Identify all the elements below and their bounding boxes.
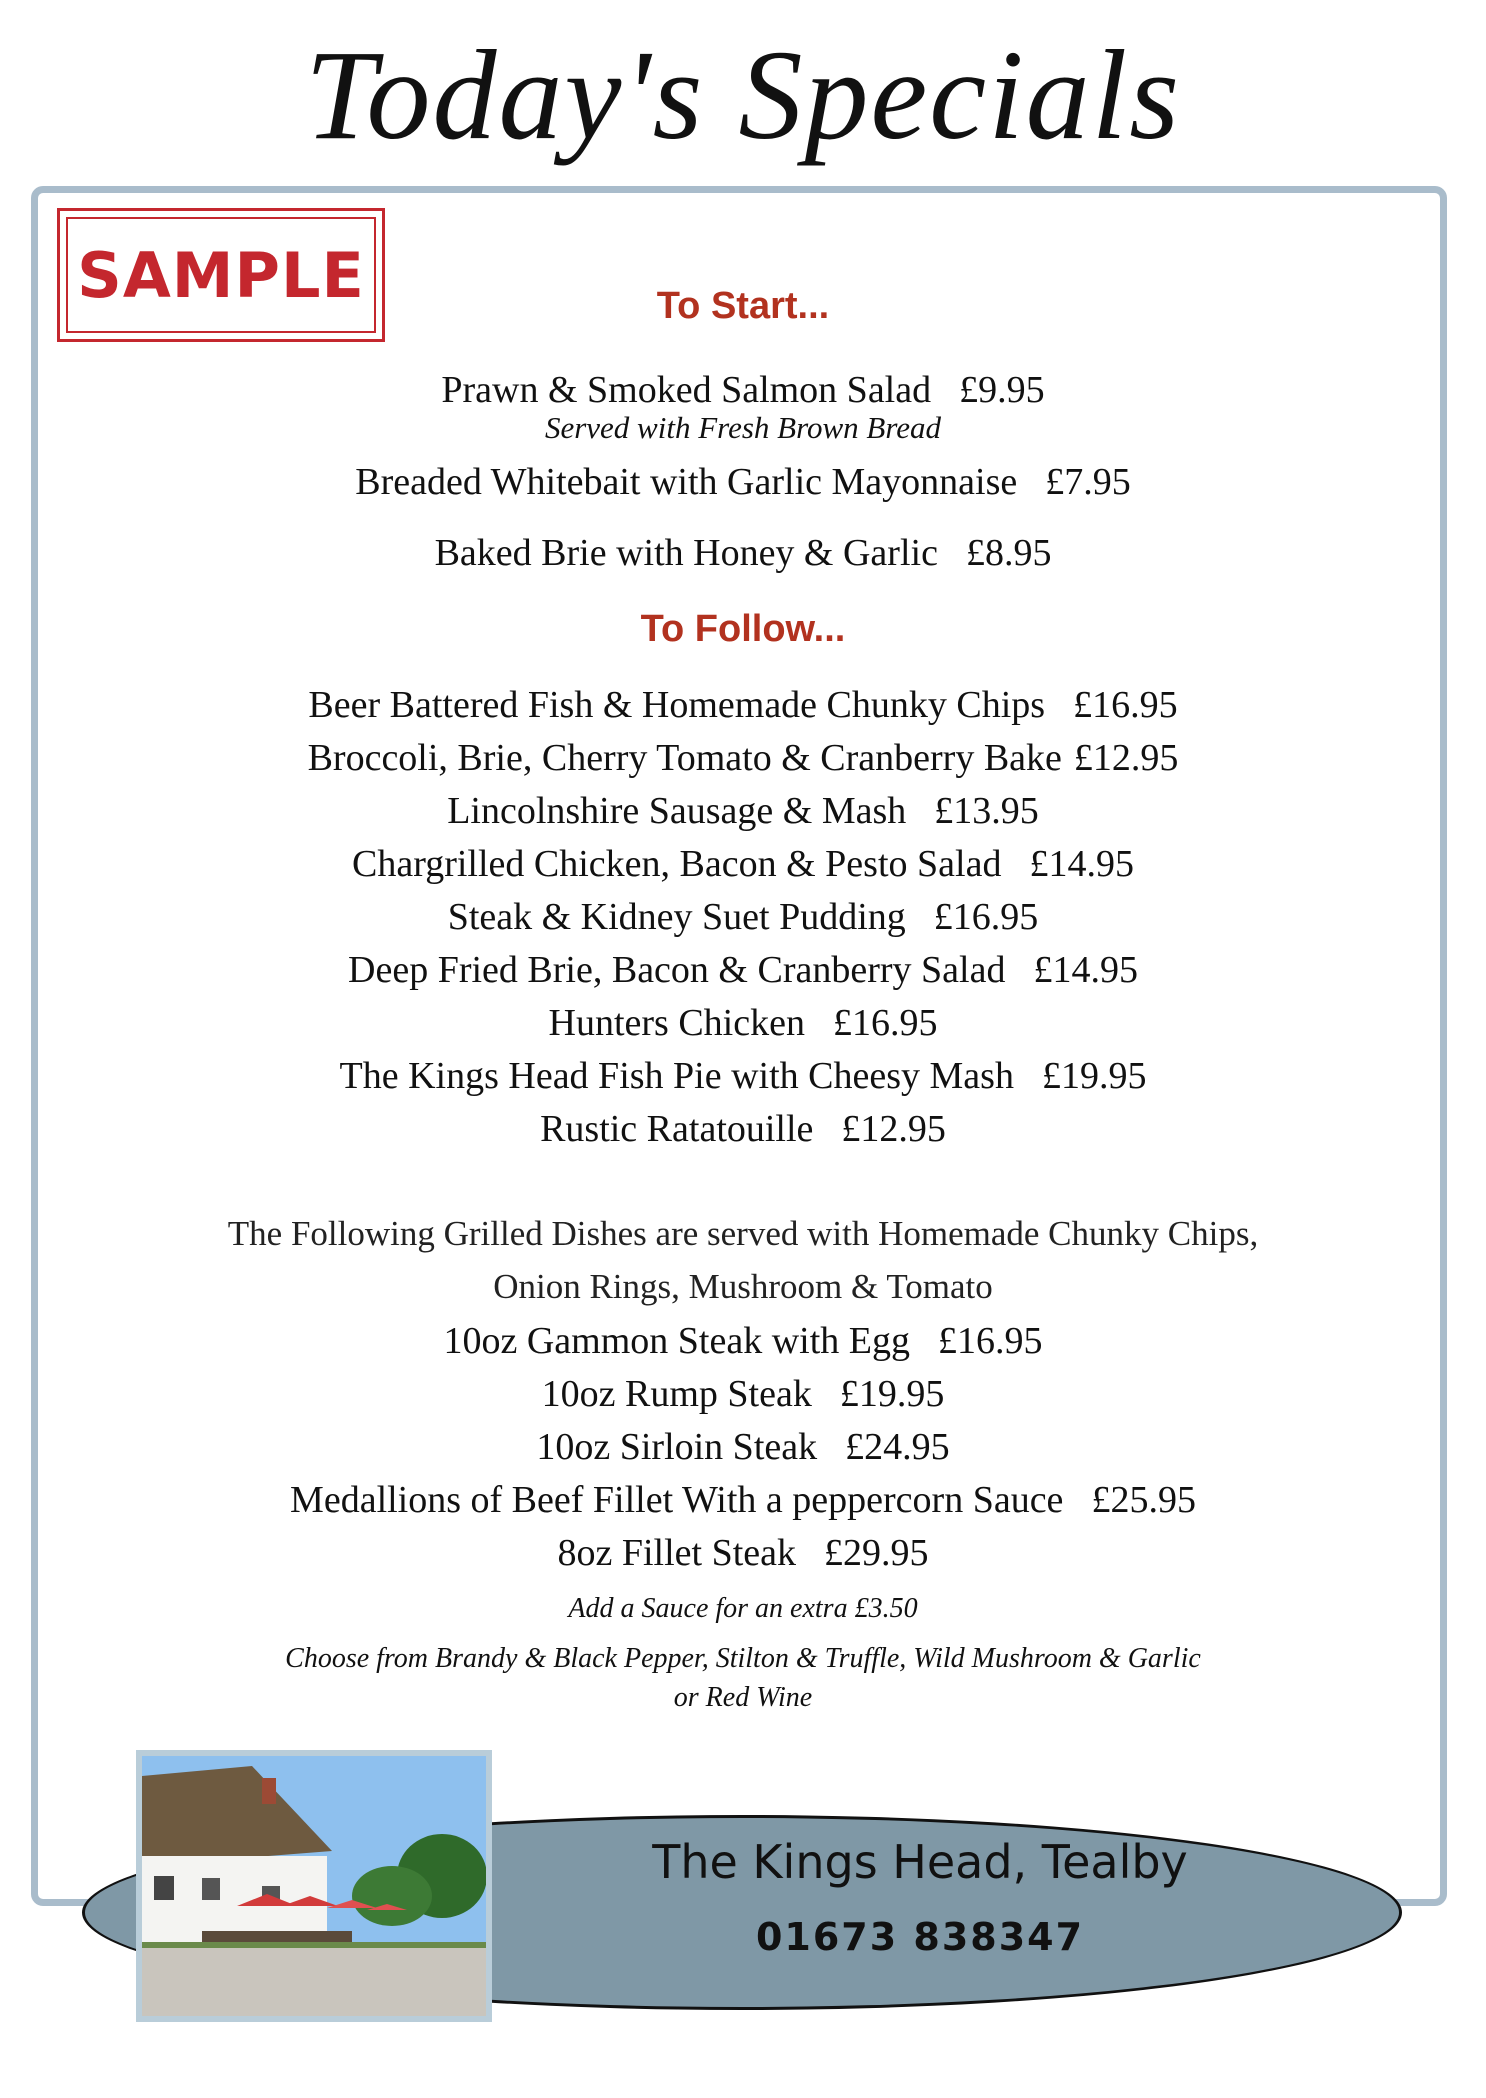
dish-item [0,948,1486,992]
dish-item [0,1425,1486,1469]
dish-price: £13.95 [934,790,1039,832]
dish-item [0,1001,1486,1045]
dish-note: Served with Fresh Brown Bread [544,410,942,445]
dish-item [0,1531,1486,1575]
grill-intro: Onion Rings, Mushroom & Tomato [493,1267,993,1306]
dish-name: Broccoli, Brie, Cherry Tomato & Cranberry Bake [307,737,1062,779]
dish-price: £12.95 [841,1108,946,1150]
dish-name: Deep Fried Brie, Bacon & Cranberry Salad [348,949,1006,991]
dish-price: £14.95 [1029,843,1134,885]
dish-name: Lincolnshire Sausage & Mash [447,790,907,832]
dish-name: Breaded Whitebait with Garlic Mayonnaise [355,461,1018,503]
dish-item [0,736,1486,780]
dish-price: £19.95 [839,1373,945,1415]
dish-name: 10oz Rump Steak [541,1373,812,1415]
dish-item [0,1107,1486,1151]
dish-name: Hunters Chicken [548,1002,805,1044]
section-heading-mains: To Follow... [640,608,846,650]
dish-name: Steak & Kidney Suet Pudding [447,896,906,938]
dish-item [0,895,1486,939]
pub-photo-image [142,1756,486,2016]
phone-number: 01673 838347 [755,1915,1085,1959]
dish-item [0,842,1486,886]
dish-name: 8oz Fillet Steak [557,1532,797,1574]
dish-name: Beer Battered Fish & Homemade Chunky Chips [308,684,1046,726]
dish-item [0,789,1486,833]
dish-item [0,460,1486,504]
dish-name: 10oz Sirloin Steak [536,1426,818,1468]
dish-price: £14.95 [1033,949,1138,991]
dish-item [0,368,1486,412]
dish-item [0,1319,1486,1363]
sauce-choices: Choose from Brandy & Black Pepper, Stilton & Truffle, Wild Mushroom & Garlic [285,1643,1201,1674]
dish-price: £16.95 [937,1320,1043,1362]
dish-price: £8.95 [965,532,1052,574]
sauce-choices: or Red Wine [673,1682,813,1713]
dish-name: The Kings Head Fish Pie with Cheesy Mash [339,1055,1014,1097]
sample-stamp-text: SAMPLE [66,217,376,333]
dish-price: £16.95 [832,1002,938,1044]
dish-item [0,683,1486,727]
dish-price: £19.95 [1041,1055,1147,1097]
dish-item [0,1372,1486,1416]
dish-item [0,531,1486,575]
dish-price: £9.95 [959,369,1045,411]
dish-price: £24.95 [845,1426,950,1468]
dish-name: Chargrilled Chicken, Bacon & Pesto Salad [352,843,1002,885]
dish-price: £12.95 [1073,737,1179,779]
dish-item [0,1478,1486,1522]
page-title: Today's Specials [305,24,1181,166]
dish-item [0,1054,1486,1098]
dish-price: £16.95 [1073,684,1178,726]
section-heading-starters: To Start... [656,285,830,327]
dish-name: 10oz Gammon Steak with Egg [443,1320,910,1362]
pub-name: The Kings Head, Tealby [652,1835,1188,1889]
dish-name: Rustic Ratatouille [540,1108,814,1150]
dish-price: £16.95 [933,896,1039,938]
grill-intro: The Following Grilled Dishes are served with Homemade Chunky Chips, [227,1214,1259,1253]
dish-price: £7.95 [1045,461,1131,503]
dish-name: Medallions of Beef Fillet With a peppercorn Sauce [290,1479,1064,1521]
pub-photo [136,1750,492,2022]
dish-price: £25.95 [1091,1479,1196,1521]
dish-name: Baked Brie with Honey & Garlic [434,532,938,574]
dish-price: £29.95 [824,1532,929,1574]
dish-name: Prawn & Smoked Salmon Salad [441,369,932,411]
sauce-note: Add a Sauce for an extra £3.50 [568,1593,918,1624]
